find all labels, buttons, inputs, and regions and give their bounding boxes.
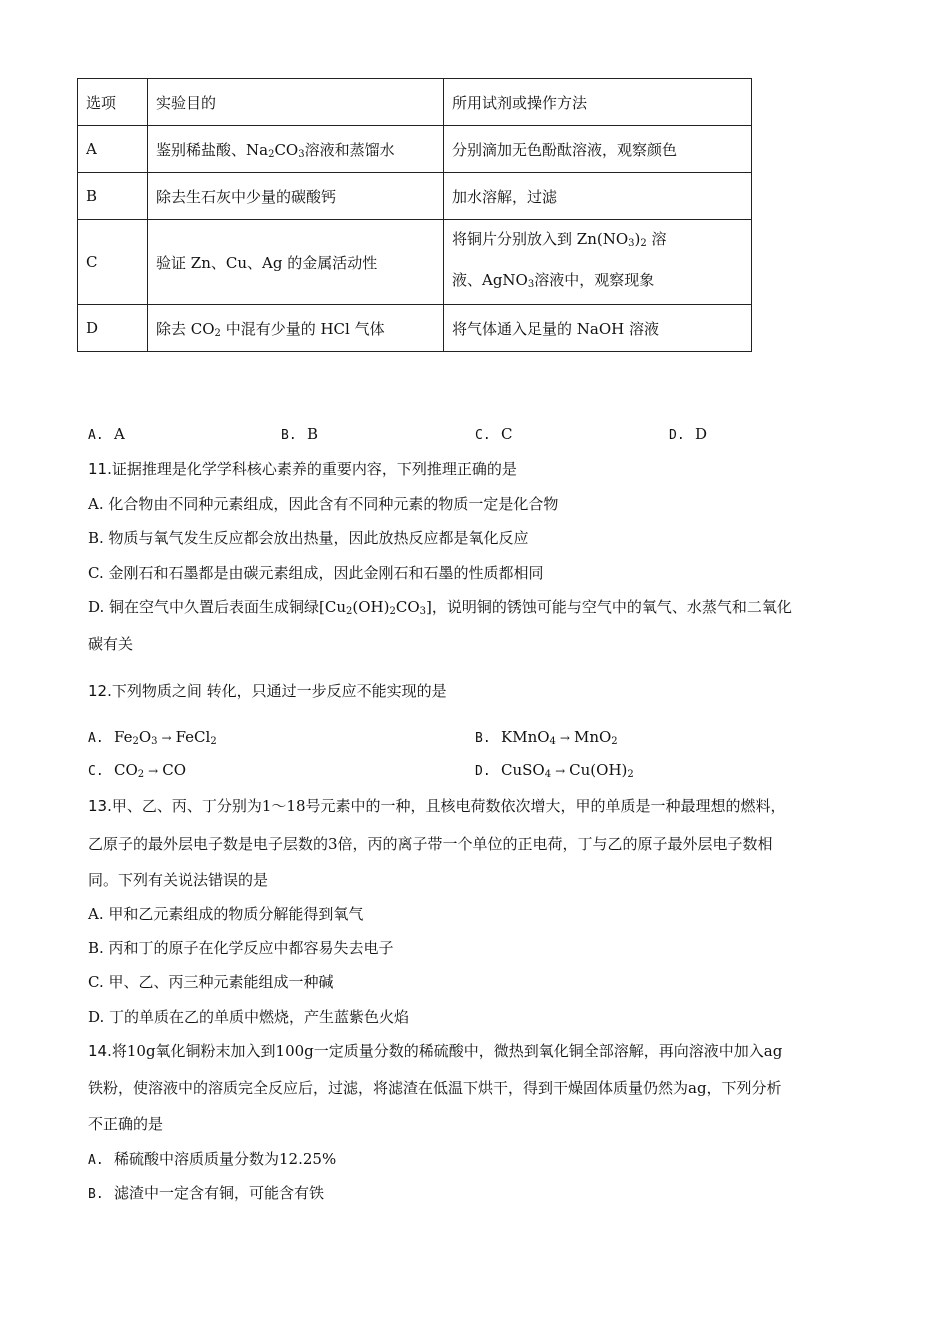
row-method-line: 将铜片分别放入到 $Zn(NO_3)_2$ 溶 [452, 230, 667, 249]
q11-stem [88, 458, 517, 479]
q14-choice-a[interactable] [88, 1148, 336, 1169]
q11-option-d[interactable]: D. 铜在空气中久置后表面生成铜绿$[Cu_2(OH)_2CO_3]$，说明铜的锈蚀可能与空气中的氧气、水蒸气和二氧化 [88, 598, 792, 617]
header-goal: 实验目的 [148, 79, 444, 126]
q13-option-b[interactable]: B. 丙和丁的原子在化学反应中都容易失去电子 [88, 939, 394, 957]
row-goal: 除去 $CO_2$ 中混有少量的 HCl 气体 [148, 305, 444, 352]
choice-text: 稀硫酸中溶质质量分数为12.25% [114, 1150, 337, 1168]
q10-choice[interactable] [88, 425, 125, 443]
q12-choice-c[interactable] [88, 761, 186, 780]
q14-stem-line: 铁粉，使溶液中的溶质完全反应后，过滤，将滤渣在低温下烘干，得到干燥固体质量仍然为ag，下列分析 [88, 1079, 782, 1097]
question-number: 14. [88, 1042, 112, 1060]
q11-option-a[interactable]: A. 化合物由不同种元素组成，因此含有不同种元素的物质一定是化合物 [88, 495, 559, 513]
question-text: 下列物质之间 转化，只通过一步反应不能实现的是 [111, 682, 447, 700]
q13-stem-line: 同。下列有关说法错误的是 [88, 871, 269, 889]
q10-choice[interactable] [669, 425, 707, 443]
q11-option-b[interactable]: B. 物质与氧气发生反应都会放出热量，因此放热反应都是氧化反应 [88, 529, 529, 547]
row-method: 将气体通入足量的 NaOH 溶液 [444, 305, 752, 352]
row-option: C [78, 220, 148, 305]
row-method [444, 220, 752, 305]
formula-to: FeCl$_2$ [175, 728, 217, 747]
formula-from: $Fe_2O_3$ [114, 728, 158, 747]
q13-option-c[interactable]: C. 甲、乙、丙三种元素能组成一种碱 [88, 973, 334, 991]
q12-choice-b[interactable] [475, 728, 618, 747]
q11-option-d-cont: 碳有关 [88, 635, 134, 653]
table-row [78, 220, 752, 305]
choice-label: B. [281, 428, 297, 443]
choice-label: D. [475, 764, 491, 779]
table-row [78, 173, 752, 220]
choice-label: A. [88, 428, 104, 443]
table-header-row [78, 79, 752, 126]
question-number: 13. [88, 797, 112, 815]
formula-from: $CO_2$ [114, 761, 145, 780]
row-method: 分别滴加无色酚酞溶液，观察颜色 [444, 126, 752, 173]
q12-stem [88, 680, 447, 701]
question-text: 证据推理是化学学科核心素养的重要内容，下列推理正确的是 [111, 460, 517, 478]
choice-label: C. [88, 764, 104, 779]
q12-choice-d[interactable] [475, 761, 634, 780]
q12-choice-a[interactable] [88, 728, 217, 747]
row-option: D [78, 305, 148, 352]
row-method: 加水溶解，过滤 [444, 173, 752, 220]
choice-label: D. [669, 428, 685, 443]
choice-text: A [114, 425, 125, 443]
row-goal: 验证 Zn、Cu、Ag 的金属活动性 [148, 220, 444, 305]
experiment-table [77, 78, 752, 352]
q10-choice[interactable] [281, 425, 318, 443]
question-number: 12. [88, 682, 112, 700]
arrow-icon: → [161, 731, 172, 745]
q14-stem [88, 1040, 782, 1061]
formula-to: $Cu(OH)_2$ [569, 761, 634, 780]
choice-label: A. [88, 731, 104, 746]
q14-stem-line: 不正确的是 [88, 1115, 164, 1133]
choice-text: 滤渣中一定含有铜，可能含有铁 [114, 1184, 325, 1202]
formula-to: CO [162, 761, 186, 779]
table-row [78, 305, 752, 352]
choice-text: B [307, 425, 319, 443]
choice-label: B. [475, 731, 491, 746]
row-goal: 鉴别稀盐酸、$Na_2CO_3$溶液和蒸馏水 [148, 126, 444, 173]
arrow-icon: → [148, 764, 159, 778]
q10-choice[interactable] [475, 425, 512, 443]
q13-stem [88, 795, 786, 816]
header-option: 选项 [78, 79, 148, 126]
question-number: 11. [88, 460, 112, 478]
formula-to: MnO$_2$ [573, 728, 618, 747]
row-option: A [78, 126, 148, 173]
q13-stem-line: 乙原子的最外层电子数是电子层数的3倍，丙的离子带一个单位的正电荷，丁与乙的原子最外层电子数相 [88, 835, 773, 853]
choice-text: D [695, 425, 708, 443]
arrow-icon: → [559, 731, 570, 745]
table-row [78, 126, 752, 173]
question-text: 将10g氧化铜粉末加入到100g一定质量分数的稀硫酸中，微热到氧化铜全部溶解，再向溶液中加入ag [111, 1042, 783, 1060]
q13-option-a[interactable]: A. 甲和乙元素组成的物质分解能得到氧气 [88, 905, 364, 923]
choice-text: C [501, 425, 513, 443]
formula-from: KMnO$_4$ [501, 728, 556, 747]
header-method: 所用试剂或操作方法 [444, 79, 752, 126]
row-option: B [78, 173, 148, 220]
choice-label: C. [475, 428, 491, 443]
q11-option-c[interactable]: C. 金刚石和石墨都是由碳元素组成，因此金刚石和石墨的性质都相同 [88, 564, 544, 582]
choice-label: B. [88, 1187, 104, 1202]
q13-option-d[interactable]: D. 丁的单质在乙的单质中燃烧，产生蓝紫色火焰 [88, 1008, 410, 1026]
arrow-icon: → [555, 764, 566, 778]
row-goal: 除去生石灰中少量的碳酸钙 [148, 173, 444, 220]
row-method-line: 液、AgNO$_3$溶液中，观察现象 [452, 271, 655, 290]
formula-from: CuSO$_4$ [501, 761, 552, 780]
question-text: 甲、乙、丙、丁分别为1～18号元素中的一种，且核电荷数依次增大，甲的单质是一种最理想的燃料， [111, 797, 786, 815]
choice-label: A. [88, 1153, 104, 1168]
q14-choice-b[interactable] [88, 1182, 324, 1203]
